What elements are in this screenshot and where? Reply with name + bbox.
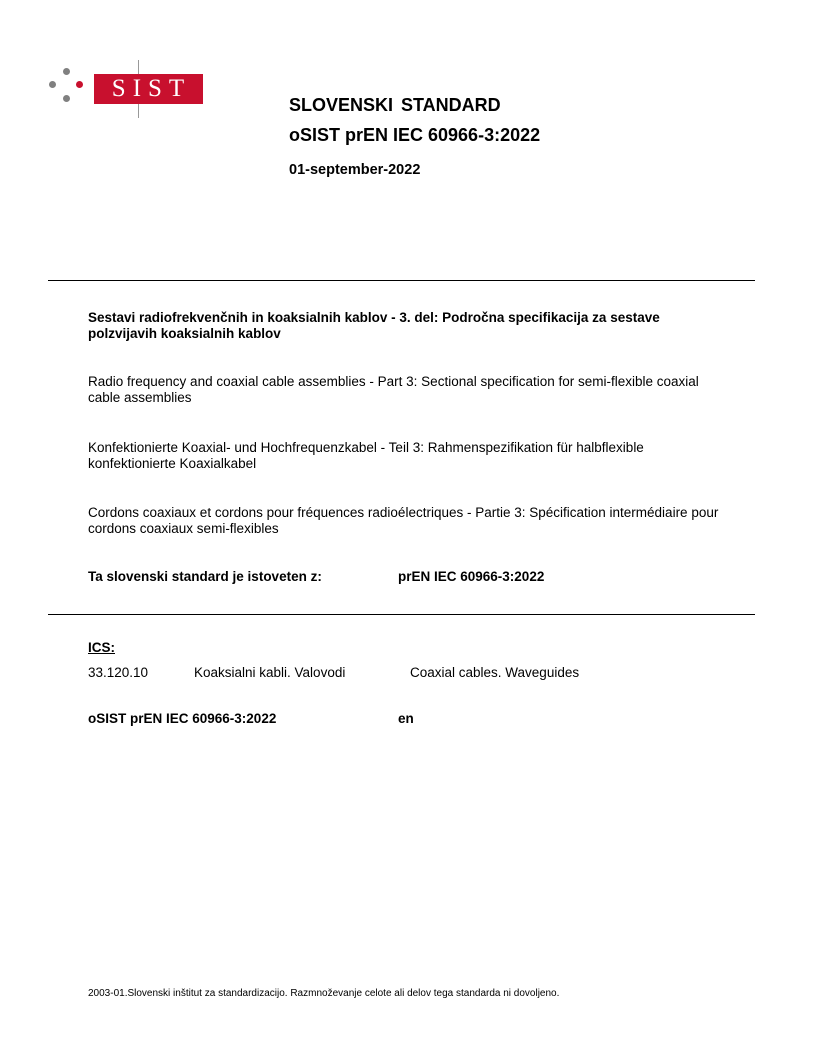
title-slovenian: Sestavi radiofrekvenčnih in koaksialnih kablov - 3. del: Področna specifikacija za sestave polzvijavih koaksialnih kablov <box>88 310 660 341</box>
designation-language: en <box>398 711 414 726</box>
top-divider <box>48 280 755 281</box>
ics-code: 33.120.10 <box>88 665 149 680</box>
title-german: Konfektionierte Koaxial- und Hochfrequenzkabel - Teil 3: Rahmenspezifikation für halbflexible konfektionierte Koaxialkabel <box>88 440 644 471</box>
ics-description-sl: Koaksialni kabli. Valovodi <box>194 665 346 680</box>
standard-type-label: SLOVENSKI STANDARD <box>289 95 501 115</box>
ics-description-en: Coaxial cables. Waveguides <box>410 665 580 680</box>
logo-dots-icon <box>47 66 87 106</box>
logo-wordmark: SIST <box>94 74 203 104</box>
designation-code: oSIST prEN IEC 60966-3:2022 <box>88 711 277 726</box>
publication-date: 01-september-2022 <box>289 162 421 178</box>
standard-code: oSIST prEN IEC 60966-3:2022 <box>289 125 541 145</box>
identity-value: prEN IEC 60966-3:2022 <box>398 569 545 584</box>
ics-label: ICS: <box>88 640 115 655</box>
middle-divider <box>48 614 755 615</box>
identity-label: Ta slovenski standard je istoveten z: <box>88 569 322 584</box>
title-french: Cordons coaxiaux et cordons pour fréquences radioélectriques - Partie 3: Spécification intermédiaire pour cordons coaxiaux semi-flexibles <box>88 505 719 536</box>
title-english: Radio frequency and coaxial cable assemblies - Part 3: Sectional specification for semi-flexible coaxial cable assemblies <box>88 374 699 405</box>
copyright-footer: 2003-01.Slovenski inštitut za standardizacijo. Razmnoževanje celote ali delov tega standarda ni dovoljeno. <box>88 988 560 999</box>
